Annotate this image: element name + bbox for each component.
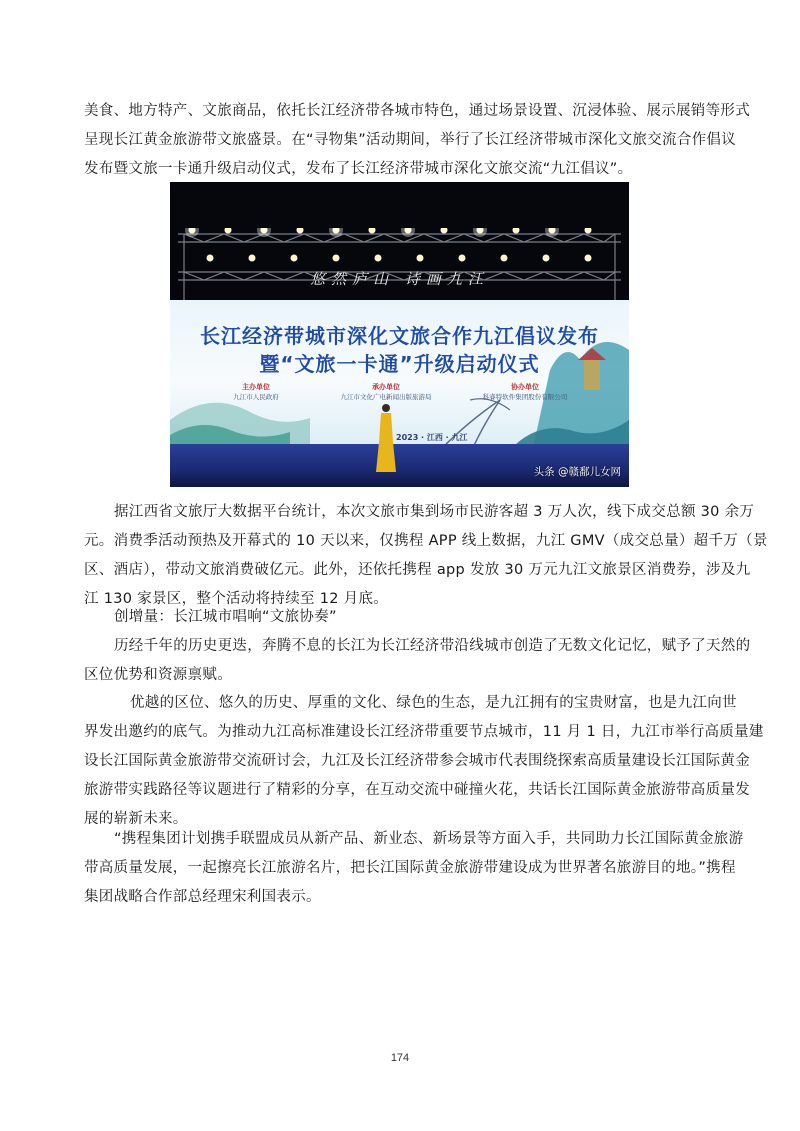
host-figure [374,402,398,472]
paragraph-quote [84,825,744,912]
paragraph-history [84,632,751,690]
text-line: 呈现长江黄金旅游带文旅盛景。在“寻物集”活动期间，举行了长江经济带城市深化文旅交流合作倡议 [84,132,737,148]
organizer-heading: 主办单位 [242,383,270,391]
text-line: 江 130 家景区，整个活动将持续至 12 月底。 [84,591,389,607]
text-line: “携程集团计划携手联盟成员从新产品、新业态、新场景等方面入手，共同助力长江国际黄金旅游 [114,831,744,847]
section-heading-text: 创增量：长江城市唱响“文旅协奏” [114,609,337,625]
organizer-heading: 承办单位 [372,383,400,391]
organizer-name: 九江市人民政府 [233,393,279,401]
stage-lighting-truss [170,228,629,300]
text-line: 带高质量发展，一起擦亮长江旅游名片，把长江国际黄金旅游带建设成为世界著名旅游目的地。”携程 [84,860,736,876]
text-line: 美食、地方特产、文旅商品，依托长江经济带各城市特色，通过场景设置、沉浸体验、展示展销等形式 [84,103,750,119]
organizer-undertaker [326,382,446,402]
text-line: 区、酒店），带动文旅消费破亿元。此外，还依托携程 app 发放 30 万元九江文旅景区消费券，涉及九 [84,562,751,578]
text-line: 集团战略合作部总经理宋利国表示。 [84,889,321,905]
page-number: 174 [390,1052,410,1064]
text-line: 元。消费季活动预热及开幕式的 10 天以来，仅携程 APP 线上数据，九江 GMV（成交总量）超千万（景 [84,533,768,549]
text-line: 历经千年的历史更迭，奔腾不息的长江为长江经济带沿线城市创造了无数文化记忆，赋予了天然的 [114,638,751,654]
organizer-name: 九江市文化广电新闻出版旅游局 [340,393,432,401]
text-line: 展的崭新未来。 [84,811,188,827]
text-line: 设长江国际黄金旅游带交流研讨会，九江及长江经济带参会城市代表围绕探索高质量建设长江国际黄金 [84,753,750,769]
banner-title-line2: 暨“文旅一卡通”升级启动仪式 [259,352,540,376]
section-heading [84,603,716,632]
organizer-host [216,382,296,402]
calligraphy-slogan: 悠然庐山 诗画九江 [310,270,489,288]
text-line: 发布暨文旅一卡通升级启动仪式，发布了长江经济带城市深化文旅交流“九江倡议”。 [84,161,633,177]
paragraph-location [84,689,764,834]
photo-watermark: 头条 @赣鄱儿女网 [533,466,621,478]
event-photo [170,182,629,487]
organizer-name: 科睿特软件集团股份有限公司 [482,393,568,401]
banner-title-line1: 长江经济带城市深化文旅合作九江倡议发布 [200,324,599,348]
organizer-co-host [470,382,580,402]
paragraph-intro [84,97,750,184]
text-line: 界发出邀约的底气。为推动九江高标准建设长江经济带重要节点城市，11 月 1 日，九江市举行高质量建 [84,724,764,740]
text-line: 据江西省文旅厅大数据平台统计，本次文旅市集到场市民游客超 3 万人次，线下成交总额 30 余万 [114,504,755,520]
event-date: 2023 · 江西 · 九江 [396,433,468,442]
text-line: 优越的区位、悠久的历史、厚重的文化、绿色的生态，是九江拥有的宝贵财富，也是九江向世 [130,695,737,711]
organizer-heading: 协办单位 [511,383,539,391]
text-line: 区位优势和资源禀赋。 [84,667,232,683]
paragraph-stats [84,498,768,614]
text-line: 旅游带实践路径等议题进行了精彩的分享，在互动交流中碰撞火花，共话长江国际黄金旅游带高质量发 [84,782,750,798]
